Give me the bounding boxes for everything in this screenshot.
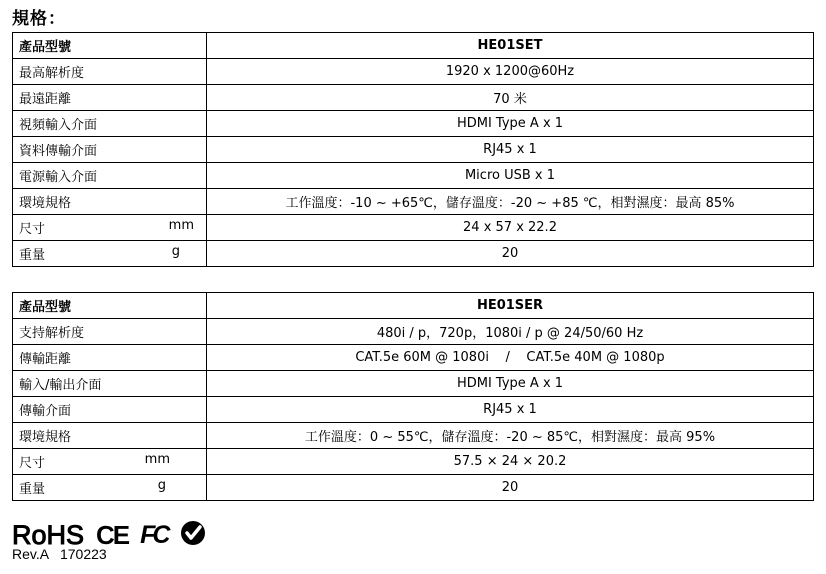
row-unit: mm: [144, 452, 170, 467]
row-label: 最高解析度: [13, 59, 207, 85]
row-label: 重量: [19, 482, 46, 497]
row-label-cell: [13, 241, 207, 267]
row-label: 輸入/輸出介面: [13, 371, 207, 397]
row-value: 70 米: [207, 85, 814, 111]
row-value: 24 x 57 x 22.2: [207, 215, 814, 241]
row-label: 電源輸入介面: [13, 163, 207, 189]
compliance-mark-svg: [179, 519, 207, 547]
table-row: [13, 215, 814, 241]
ce-logo: CE: [96, 519, 129, 550]
row-value: 57.5 × 24 × 20.2: [207, 449, 814, 475]
table-row: [13, 423, 814, 449]
row-label: 傳輸距離: [13, 345, 207, 371]
table-row: [13, 449, 814, 475]
spec-table-he01set: [12, 32, 814, 267]
row-value: HE01SET: [207, 33, 814, 59]
row-label: 產品型號: [13, 293, 207, 319]
row-label: 視頻輸入介面: [13, 111, 207, 137]
spec-table-he01ser: [12, 292, 814, 501]
table-row: [13, 163, 814, 189]
row-value: HDMI Type A x 1: [207, 371, 814, 397]
table-row: [13, 475, 814, 501]
row-value: Micro USB x 1: [207, 163, 814, 189]
row-value: 20: [207, 241, 814, 267]
table-row: [13, 189, 814, 215]
row-label: 產品型號: [13, 33, 207, 59]
table-row: [13, 293, 814, 319]
revision-label: Rev.A 170223: [12, 546, 107, 562]
row-value: HDMI Type A x 1: [207, 111, 814, 137]
table-row: [13, 85, 814, 111]
rohs-logo: RoHS: [12, 519, 85, 550]
row-value: 480i / p，720p，1080i / p @ 24/50/60 Hz: [207, 319, 814, 345]
table-row: [13, 345, 814, 371]
row-value: 工作溫度：0 ~ 55℃，儲存溫度：-20 ~ 85℃，相對濕度：最高 95%: [207, 423, 814, 449]
table-row: [13, 111, 814, 137]
compliance-mark-icon: [179, 519, 207, 551]
table-row: [13, 241, 814, 267]
row-label: 支持解析度: [13, 319, 207, 345]
row-label-cell: [13, 215, 207, 241]
row-label: 傳輸介面: [13, 397, 207, 423]
table-row: [13, 371, 814, 397]
row-unit: g: [157, 478, 166, 493]
fcc-logo: FC: [140, 520, 168, 549]
row-label: 重量: [19, 248, 46, 263]
table-row: [13, 319, 814, 345]
row-value: RJ45 x 1: [207, 137, 814, 163]
row-label: 尺寸: [19, 456, 46, 471]
row-value: 20: [207, 475, 814, 501]
row-label: 資料傳輸介面: [13, 137, 207, 163]
row-value: CAT.5e 60M @ 1080i / CAT.5e 40M @ 1080p: [207, 345, 814, 371]
table-row: [13, 397, 814, 423]
table-row: [13, 59, 814, 85]
row-unit: g: [171, 244, 180, 259]
row-label-cell: [13, 475, 207, 501]
row-unit: mm: [168, 218, 194, 233]
row-label: 最遠距離: [13, 85, 207, 111]
row-label: 尺寸: [19, 222, 46, 237]
row-value: RJ45 x 1: [207, 397, 814, 423]
row-value: HE01SER: [207, 293, 814, 319]
spec-heading: 規格：: [12, 9, 66, 29]
table-row: [13, 33, 814, 59]
row-label: 環境規格: [13, 423, 207, 449]
row-value: 1920 x 1200@60Hz: [207, 59, 814, 85]
row-label-cell: [13, 449, 207, 475]
table-row: [13, 137, 814, 163]
row-value: 工作溫度：-10 ~ +65℃，儲存溫度：-20 ~ +85 ℃，相對濕度：最高 85%: [207, 189, 814, 215]
row-label: 環境規格: [13, 189, 207, 215]
